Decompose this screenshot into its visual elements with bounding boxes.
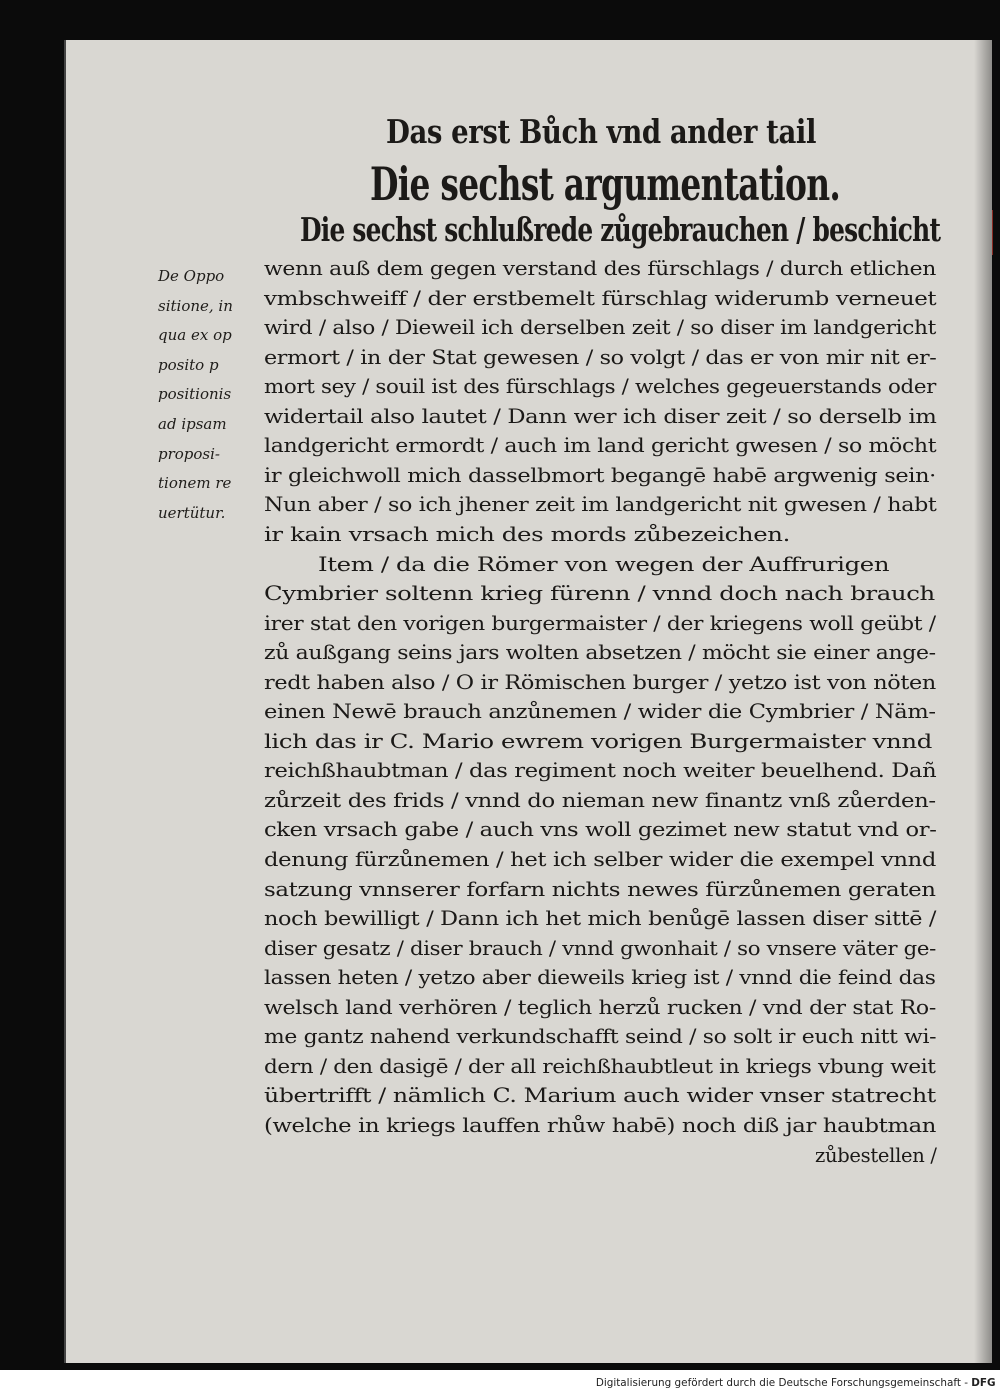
- body-line: zůrzeit des frids / vnnd do nieman new finantz vnß zůerden-: [264, 788, 936, 812]
- body-line: lassen heten / yetzo aber dieweils krieg ist / vnnd die feind das: [264, 966, 936, 990]
- margin-note-line: positionis: [158, 385, 232, 404]
- body-line: Nun aber / so ich jhener zeit im landgericht nit gwesen / habt: [264, 493, 937, 517]
- body-line: wenn auß dem gegen verstand des fürschlags / durch etlichen: [264, 257, 937, 280]
- body-line: übertrifft / nämlich C. Marium auch wider vnser statrecht: [264, 1084, 936, 1108]
- chapter-title: Die sechst argumentation.: [370, 157, 841, 211]
- body-line: dern / den dasigē / der all reichßhaubtleut in kriegs vbung weit: [264, 1054, 936, 1078]
- body-line: widertail also lautet / Dann wer ich diser zeit / so derselb im: [264, 404, 937, 428]
- body-line: lich das ir C. Mario ewrem vorigen Burgermaister vnnd: [264, 729, 932, 753]
- body-line: reichßhaubtman / das regiment noch weiter beuelhend. Dañ: [264, 759, 937, 783]
- body-line: zůbestellen /: [815, 1143, 937, 1167]
- body-line: zů außgang seins jars wolten absetzen / möcht sie einer ange-: [264, 641, 936, 665]
- body-line: diser gesatz / diser brauch / vnnd gwonhait / so vnsere väter ge-: [264, 936, 936, 960]
- body-line: noch bewilligt / Dann ich het mich benůgē lassen diser sittē /: [264, 907, 937, 931]
- body-line: einen Newē brauch anzůnemen / wider die Cymbrier / Näm-: [264, 700, 936, 724]
- body-line: me gantz nahend verkundschafft seind / so solt ir euch nitt wi-: [264, 1025, 937, 1049]
- body-line: welsch land verhören / teglich herzů rucken / vnd der stat Ro-: [264, 995, 936, 1019]
- body-line: Cymbrier soltenn krieg fürenn / vnnd doch nach brauch: [264, 582, 935, 606]
- body-line: (welche in kriegs lauffen rhůw habē) noch diß jar haubtman: [264, 1113, 937, 1137]
- body-line: vmbschweiff / der erstbemelt fürschlag widerumb verneuet: [264, 286, 937, 310]
- body-line: cken vrsach gabe / auch vns woll gezimet new statut vnd or-: [264, 818, 937, 842]
- body-line: ermort / in der Stat gewesen / so volgt / das er von mir nit er-: [264, 345, 937, 369]
- margin-note-line: proposi-: [158, 444, 220, 463]
- margin-note: [158, 262, 258, 528]
- body-line: wird / also / Dieweil ich derselben zeit / so diser im landgericht: [264, 316, 936, 340]
- margin-note-line: posito p: [158, 355, 219, 374]
- margin-note-line: sitione, in: [158, 296, 233, 315]
- body-line: satzung vnnserer forfarn nichts newes fürzůnemen geraten: [264, 877, 936, 901]
- margin-note-line: De Oppo: [158, 267, 225, 285]
- margin-note-line: uertütur.: [158, 503, 226, 522]
- dfg-logo: DFG: [971, 1376, 996, 1389]
- margin-note-line: qua ex op: [158, 326, 232, 345]
- footer-text: Digitalisierung gefördert durch die Deutsche Forschungsgemeinschaft -: [596, 1376, 969, 1389]
- body-line: ir kain vrsach mich des mords zůbezeichen.: [264, 522, 791, 546]
- page-gutter-shadow: [974, 40, 992, 1363]
- body-line: irer stat den vorigen burgermaister / der kriegens woll geübt /: [264, 611, 936, 635]
- lead-line: Die sechst schlußrede zůgebrauchen / beschicht: [300, 210, 941, 249]
- margin-note-line: tionem re: [158, 474, 232, 493]
- body-line: redt haben also / O ir Römischen burger / yetzo ist von nöten: [264, 670, 936, 694]
- body-line: ir gleichwoll mich dasselbmort begangē habē argwenig sein·: [264, 463, 936, 487]
- running-head: Das erst Bůch vnd ander tail: [386, 112, 816, 151]
- footer-credit: [596, 1376, 996, 1389]
- body-line: denung fürzůnemen / het ich selber wider die exempel vnnd: [264, 848, 937, 871]
- body-line: Item / da die Römer von wegen der Auffrurigen: [318, 552, 890, 576]
- body-line: landgericht ermordt / auch im land gericht gwesen / so möcht: [264, 434, 937, 458]
- body-line: mort sey / souil ist des fürschlags / welches gegeuerstands oder: [264, 375, 937, 399]
- margin-note-line: ad ipsam: [158, 414, 227, 433]
